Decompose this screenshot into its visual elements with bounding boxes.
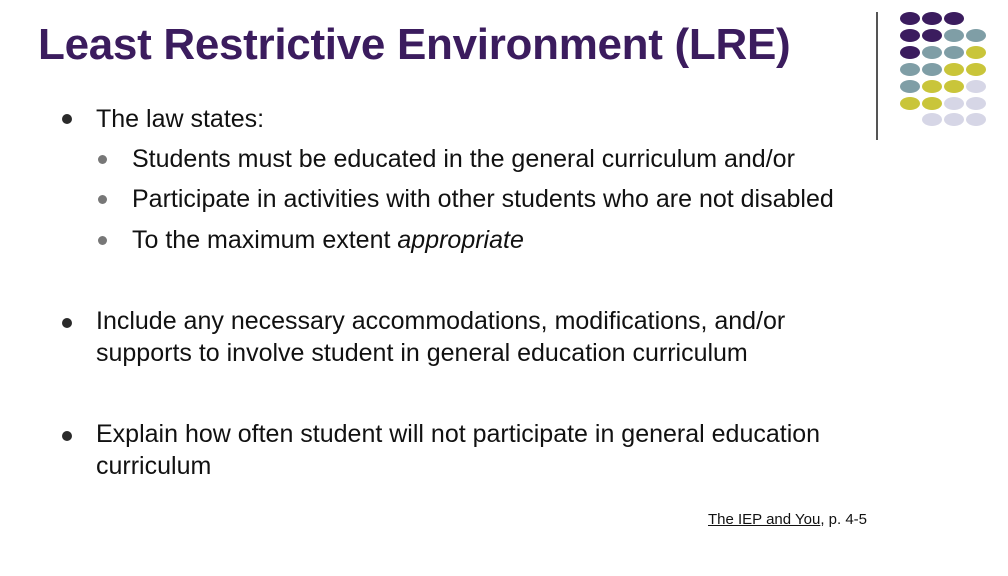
bullet-text-continued: curriculum: [96, 452, 212, 480]
dot: [922, 63, 942, 76]
bullet-text: The law states:: [96, 105, 265, 133]
dot: [966, 29, 986, 42]
bullet-text-continued: supports to involve student in general education curriculum: [96, 339, 748, 367]
sub-bullet-marker: [98, 236, 107, 245]
dot: [966, 80, 986, 93]
sub-bullet-marker: [98, 155, 107, 164]
sub-bullet-text-main: To the maximum extent: [132, 226, 398, 254]
dot: [900, 80, 920, 93]
dot: [900, 12, 920, 25]
dot: [900, 97, 920, 110]
dot: [922, 29, 942, 42]
bullet-marker: [62, 114, 72, 124]
dot: [900, 63, 920, 76]
dot: [900, 46, 920, 59]
dot: [922, 12, 942, 25]
sub-bullet-text: Students must be educated in the general curriculum and/or: [132, 145, 795, 173]
dot: [966, 46, 986, 59]
sub-bullet-text: [132, 224, 524, 256]
dot: [922, 46, 942, 59]
bullet-marker: [62, 318, 72, 328]
dot: [944, 12, 964, 25]
dot: [966, 113, 986, 126]
sub-bullet-marker: [98, 195, 107, 204]
dot: [922, 80, 942, 93]
citation-source: The IEP and You: [708, 511, 821, 528]
citation-pages: , p. 4-5: [820, 511, 868, 528]
bullet-text: Include any necessary accommodations, modifications, and/or: [96, 307, 786, 335]
dot: [944, 46, 964, 59]
dot: [944, 29, 964, 42]
sub-bullet-text-emphasis: appropriate: [397, 226, 524, 254]
dot: [944, 97, 964, 110]
sub-bullet-text: Participate in activities with other students who are not disabled: [132, 185, 834, 213]
dot: [966, 63, 986, 76]
dot: [944, 113, 964, 126]
dot: [944, 80, 964, 93]
dot: [966, 97, 986, 110]
dot: [900, 29, 920, 42]
dot: [944, 63, 964, 76]
citation: [708, 511, 867, 528]
bullet-text: Explain how often student will not participate in general education: [96, 420, 821, 448]
dot: [922, 97, 942, 110]
dot: [922, 113, 942, 126]
slide-title: Least Restrictive Environment (LRE): [38, 20, 791, 69]
bullet-marker: [62, 431, 72, 441]
